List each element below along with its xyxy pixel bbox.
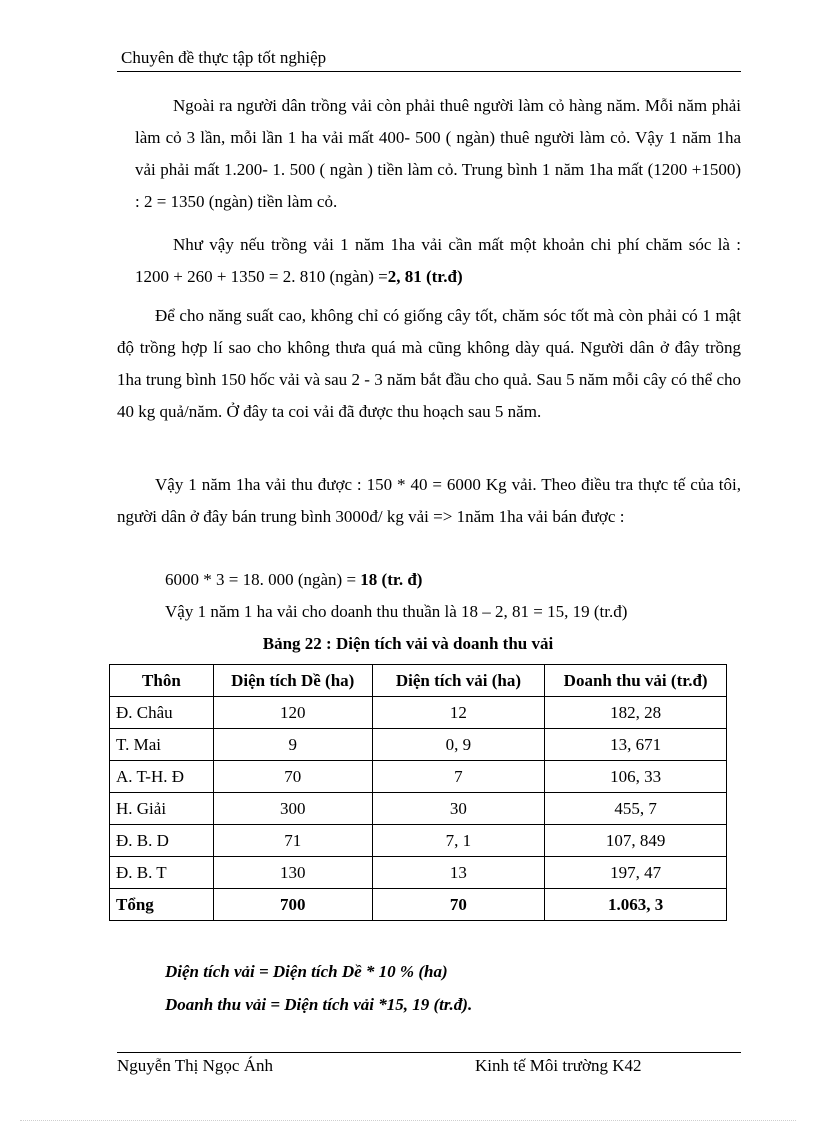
dike-area-cell: 9 xyxy=(213,729,372,761)
lychee-area-cell: 12 xyxy=(372,697,545,729)
column-header: Diện tích vải (ha) xyxy=(372,665,545,697)
dike-area-cell: 70 xyxy=(213,761,372,793)
village-cell: H. Giải xyxy=(110,793,214,825)
column-header: Diện tích Dề (ha) xyxy=(213,665,372,697)
lychee-area-cell: 13 xyxy=(372,857,545,889)
table-total-row xyxy=(110,889,727,921)
village-cell: A. T-H. Đ xyxy=(110,761,214,793)
net-revenue-line: Vậy 1 năm 1 ha vải cho doanh thu thuần là 18 – 2, 81 = 15, 19 (tr.đ) xyxy=(165,602,628,621)
dike-area-cell: 71 xyxy=(213,825,372,857)
footer-department: Kinh tế Môi trường K42 xyxy=(475,1056,642,1075)
revenue-cell: 107, 849 xyxy=(545,825,727,857)
revenue-cell: 106, 33 xyxy=(545,761,727,793)
village-cell: Đ. B. T xyxy=(110,857,214,889)
table-row xyxy=(110,825,727,857)
lychee-area-cell: 7, 1 xyxy=(372,825,545,857)
total-lychee-area-cell: 70 xyxy=(372,889,545,921)
table-row xyxy=(110,857,727,889)
total-dike-area-cell: 700 xyxy=(213,889,372,921)
dike-area-cell: 300 xyxy=(213,793,372,825)
table-header-row xyxy=(110,665,727,697)
revenue-cell: 182, 28 xyxy=(545,697,727,729)
footer-author: Nguyễn Thị Ngọc Ánh xyxy=(117,1056,273,1075)
revenue-cell: 13, 671 xyxy=(545,729,727,761)
footer-divider xyxy=(117,1052,741,1053)
table-row xyxy=(110,729,727,761)
care-cost-total: 2, 81 (tr.đ) xyxy=(387,267,463,286)
revenue-calc-result: 18 (tr. đ) xyxy=(360,570,423,589)
paragraph-weeding-cost: Ngoài ra người dân trồng vải còn phải thuê người làm cỏ hàng năm. Mỗi năm phải làm cỏ 3 lần, mỗi lần 1 ha vải mất 400- 500 ( ngàn) thuê người làm cỏ. Vậy 1 năm 1ha vải phải mất 1.200- 1. 500 ( ngàn ) tiền làm cỏ. Trung bình 1 năm 1ha mất (1200 +1500) : 2 = 1350 (ngàn) tiền làm cỏ. xyxy=(135,96,741,211)
care-cost-text: Như vậy nếu trồng vải 1 năm 1ha vải cần mất một khoản chi phí chăm sóc là : 1200 + 260 + 1350 = 2. 810 (ngàn) = xyxy=(135,235,741,286)
page-bottom-edge xyxy=(20,1120,796,1121)
header-divider xyxy=(117,71,741,72)
paragraph-yield: Vậy 1 năm 1ha vải thu được : 150 * 40 = 6000 Kg vải. Theo điều tra thực tế của tôi, người dân ở đây bán trung bình 3000đ/ kg vải => 1năm 1ha vải bán được : xyxy=(117,475,741,526)
dike-area-cell: 130 xyxy=(213,857,372,889)
lychee-area-cell: 7 xyxy=(372,761,545,793)
column-header: Thôn xyxy=(110,665,214,697)
revenue-formula: Doanh thu vải = Diện tích vải *15, 19 (tr.đ). xyxy=(165,995,473,1014)
area-revenue-table xyxy=(109,664,727,921)
total-revenue-cell: 1.063, 3 xyxy=(545,889,727,921)
lychee-area-cell: 30 xyxy=(372,793,545,825)
area-formula: Diện tích vải = Diện tích Dề * 10 % (ha) xyxy=(165,962,448,981)
dike-area-cell: 120 xyxy=(213,697,372,729)
revenue-cell: 197, 47 xyxy=(545,857,727,889)
page-header-title: Chuyên đề thực tập tốt nghiệp xyxy=(121,48,327,67)
village-cell: Đ. B. D xyxy=(110,825,214,857)
paragraph-care-cost xyxy=(135,229,741,293)
revenue-cell: 455, 7 xyxy=(545,793,727,825)
revenue-calc-text: 6000 * 3 = 18. 000 (ngàn) = xyxy=(165,570,361,589)
table-row xyxy=(110,761,727,793)
village-cell: Đ. Châu xyxy=(110,697,214,729)
table-caption: Bảng 22 : Diện tích vải và doanh thu vải xyxy=(262,634,554,653)
revenue-calculation xyxy=(165,566,422,594)
table-row xyxy=(110,793,727,825)
column-header: Doanh thu vải (tr.đ) xyxy=(545,665,727,697)
lychee-area-cell: 0, 9 xyxy=(372,729,545,761)
total-label-cell: Tổng xyxy=(110,889,214,921)
table-row xyxy=(110,697,727,729)
village-cell: T. Mai xyxy=(110,729,214,761)
paragraph-planting-density: Để cho năng suất cao, không chỉ có giống cây tốt, chăm sóc tốt mà còn phải có 1 mật độ trồng hợp lí sao cho không thưa quá mà cũng không dày quá. Người dân ở đây trồng 1ha trung bình 150 hốc vải và sau 2 - 3 năm bắt đầu cho quả. Sau 5 năm mỗi cây có thể cho 40 kg quả/năm. Ở đây ta coi vải đã được thu hoạch sau 5 năm. xyxy=(117,306,741,421)
